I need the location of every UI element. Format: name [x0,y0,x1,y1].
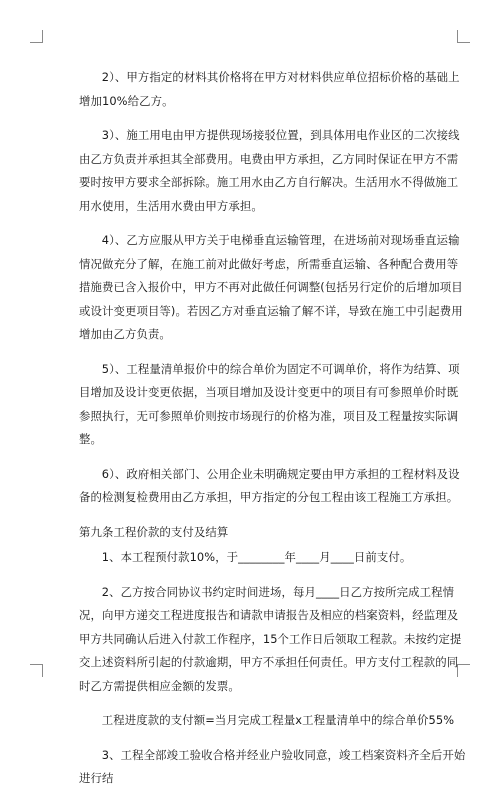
paragraph-item-4: 4）、乙方应服从甲方关于电梯垂直运输管理，在进场前对现场垂直运输情况做充分了解，在施工前对此做好考虑，所需垂直运输、各种配合费用等措施费已含入报价中，甲方不再对此做任何调整(包括另行定价的后增加项目或设计变更项目等)。若因乙方对垂直运输了解不详，导致在施工中引起费用增加由乙方负责。 [79,233,463,341]
section-heading-article-9: 第九条工程价款的支付及结算 [79,524,229,539]
document-body [79,66,467,802]
paragraph-item-2: 2）、甲方指定的材料其价格将在甲方对材料供应单位招标价格的基础上增加10%给乙方。 [79,70,460,108]
paragraph-item-6: 6）、政府相关部门、公用企业未明确规定要由甲方承担的工程材料及设备的检测复检费用由乙方承担，甲方指定的分包工程由该工程施工方承担。 [79,466,460,504]
paragraph-payment-3: 3、工程全部竣工验收合格并经业户验收同意，竣工档案资料齐全后开始进行结 [79,747,466,785]
paragraph-payment-1: 1、本工程预付款10%，于________年____月____日前支付。 [101,550,412,564]
paragraph-item-3: 3）、施工用电由甲方提供现场接驳位置，到具体用电作业区的二次接线由乙方负责并承担其全部费用。电费由甲方承担，乙方同时保证在甲方不需要时按甲方要求全部拆除。施工用水由乙方自行解决。生活用水不得做施工用水使用，生活用水费由甲方承担。 [79,128,460,213]
crop-mark-top-right [457,30,470,43]
paragraph-payment-2: 2、乙方按合同协议书约定时间进场，每月____日乙方按所完成工程情况，向甲方递交工程进度报告和请款申请报告及相应的档案资料，经监理及甲方共同确认后进入付款工作程序，15个工作日后领取工程款。未按约定提交上述资料所引起的付款逾期，甲方不承担任何责任。甲方支付工程款的同时乙方需提供相应金额的发票。 [79,584,462,693]
crop-mark-bottom-left [30,664,43,677]
paragraph-item-5: 5）、工程量清单报价中的综合单价为固定不可调单价，将作为结算、项目增加及设计变更依据，当项目增加及设计变更中的项目有可参照单价时既参照执行，无可参照单价则按市场现行的价格为准，项目及工程量按实际调整。 [79,361,460,446]
paragraph-formula: 工程进度款的支付额=当月完成工程量x工程量清单中的综合单价55% [101,713,455,727]
crop-mark-top-left [30,30,43,43]
